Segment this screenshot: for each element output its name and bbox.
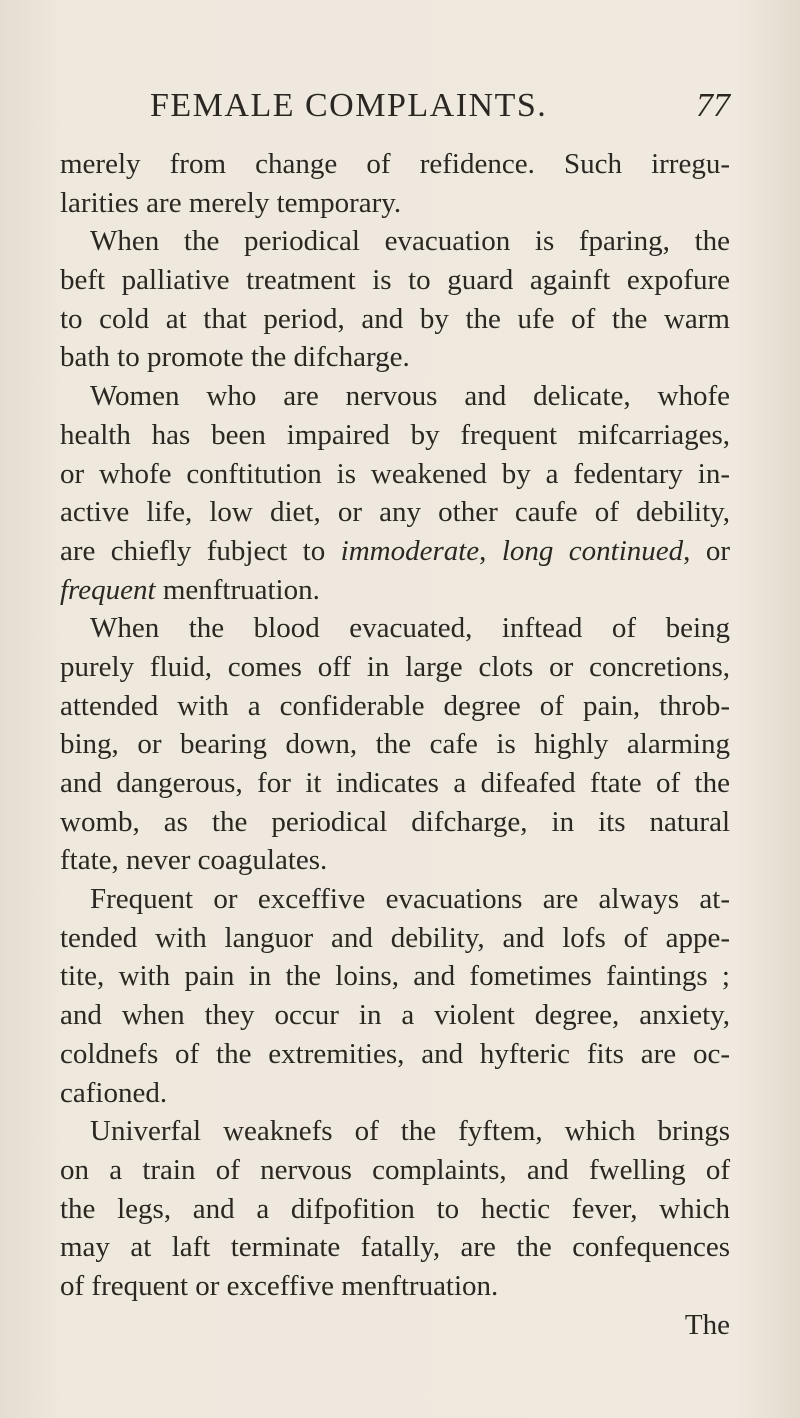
catchword: The — [684, 1308, 730, 1341]
text-line: or whofe conftitution is weakened by a fedentary in- — [60, 457, 730, 490]
text-line: to cold at that period, and by the ufe of the warm — [60, 302, 730, 335]
text-line: womb, as the periodical difcharge, in its natural — [60, 805, 730, 838]
text-line: When the periodical evacuation is fparing, the — [90, 225, 730, 258]
text-line: active life, low diet, or any other caufe of debility, — [60, 496, 730, 529]
text-line: and dangerous, for it indicates a difeafed ftate of the — [60, 767, 730, 799]
text-line: the legs, and a difpofition to hectic fever, which — [60, 1192, 730, 1225]
text-line: Univerfal weaknefs of the fyftem, which brings — [90, 1115, 730, 1148]
text-line: Women who are nervous and delicate, whofe — [90, 380, 730, 413]
text-line: bing, or bearing down, the cafe is highly alarming — [60, 728, 730, 761]
text-line: health has been impaired by frequent mifcarriages, — [60, 418, 730, 451]
text-line: cafioned. — [60, 1076, 168, 1109]
text-line: purely fluid, comes off in large clots or concretions, — [60, 650, 730, 683]
text-line: tite, with pain in the loins, and fometimes faintings ; — [60, 960, 730, 993]
italic-word: long continued — [501, 534, 684, 567]
text-line: attended with a confiderable degree of pain, throb- — [60, 689, 730, 722]
running-title: FEMALE COMPLAINTS. — [150, 87, 548, 124]
text-line: bath to promote the difcharge. — [60, 341, 410, 374]
text-line: ftate, never coagulates. — [60, 844, 328, 877]
text-line: Frequent or exceffive evacuations are always at- — [90, 883, 730, 916]
text-line: and when they occur in a violent degree, anxiety, — [60, 999, 730, 1032]
body-text — [60, 145, 730, 1344]
italic-word: frequent — [60, 573, 156, 606]
page-header — [150, 86, 730, 126]
text-line: tended with languor and debility, and lofs of appe- — [60, 921, 730, 954]
page-number: 77 — [696, 87, 730, 124]
text-line: of frequent or exceffive menftruation. — [60, 1269, 499, 1302]
text-line-mixed: are chiefly fubject to immoderate, long continued, or — [60, 534, 730, 567]
text-line: beft palliative treatment is to guard againft expofure — [60, 264, 730, 297]
text-line: larities are merely temporary. — [60, 186, 402, 219]
text-line-mixed: frequent menftruation. — [60, 573, 320, 606]
text-line: coldnefs of the extremities, and hyfteric fits are oc- — [60, 1037, 730, 1070]
text-line: may at laft terminate fatally, are the confequences — [60, 1231, 730, 1264]
text-line: merely from change of refidence. Such irregu- — [60, 148, 730, 180]
text-line: When the blood evacuated, inftead of being — [90, 612, 730, 645]
text-line: on a train of nervous complaints, and fwelling of — [60, 1153, 730, 1186]
italic-word: immoderate — [340, 534, 480, 567]
